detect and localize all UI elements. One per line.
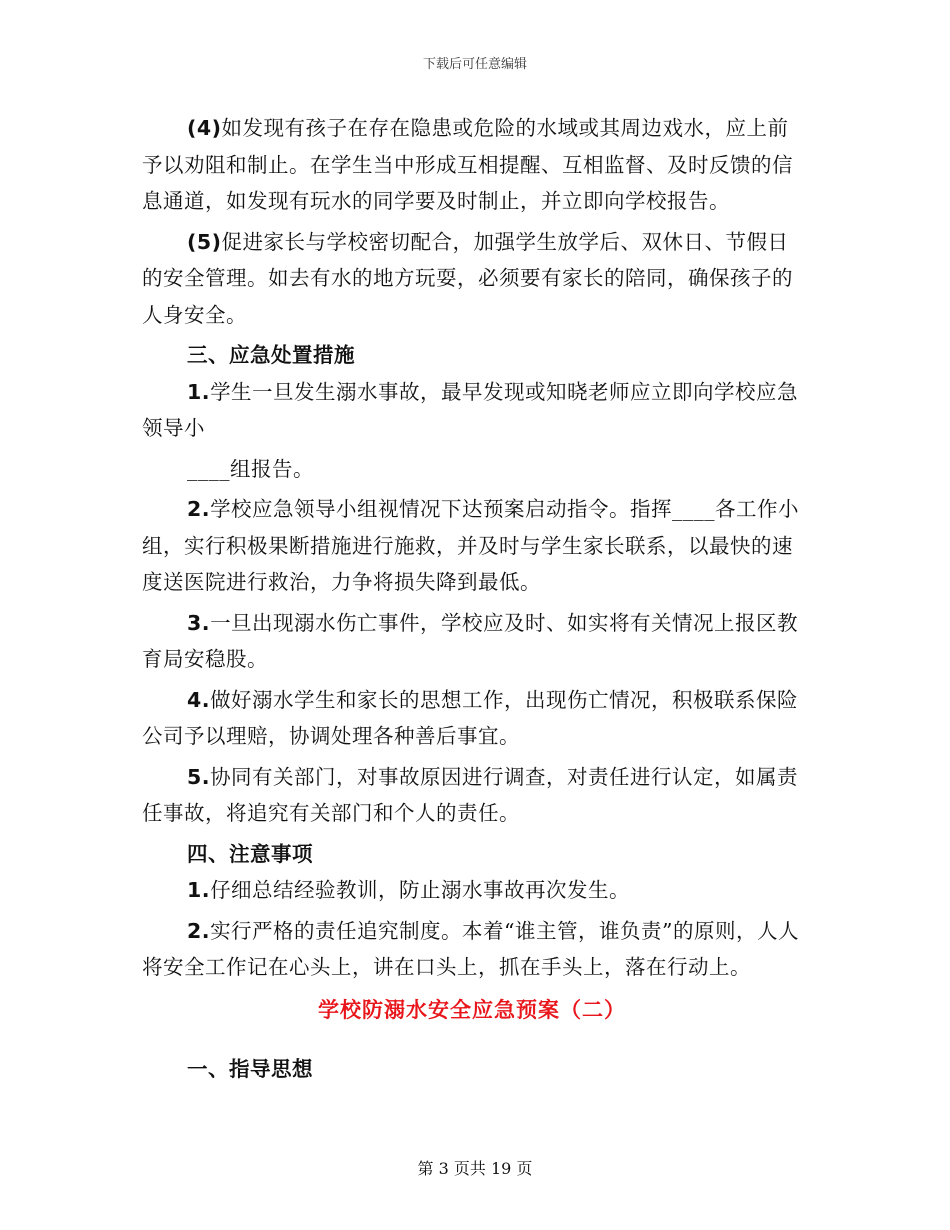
paragraph-note-1 <box>142 872 802 909</box>
paragraph-step-3 <box>142 605 802 678</box>
paragraph-text: 做好溺水学生和家长的思想工作，出现伤亡情况，积极联系保险公司予以理赔，协调处理各种善后事宜。 <box>142 687 799 748</box>
item-number: 2. <box>187 918 211 943</box>
section-heading-notes: 四、注意事项 <box>187 841 313 866</box>
paragraph-text: 实行严格的责任追究制度。本着“谁主管，谁负责”的原则，人人将安全工作记在心头上，讲在口头上，抓在手头上，落在行动上。 <box>142 918 800 979</box>
item-number: 2. <box>187 497 211 521</box>
paragraph-item-5 <box>142 224 802 334</box>
document-title-part-two: 学校防溺水安全应急预案（二） <box>318 996 626 1022</box>
item-number: 5. <box>187 764 211 789</box>
paragraph-note-2 <box>142 913 802 986</box>
paragraph-text: 促进家长与学校密切配合，加强学生放学后、双休日、节假日的安全管理。如去有水的地方玩耍，必须要有家长的陪同，确保孩子的人身安全。 <box>142 229 793 327</box>
item-number: 1. <box>187 878 211 902</box>
paragraph-text: 一旦出现溺水伤亡事件，学校应及时、如实将有关情况上报区教育局安稳股。 <box>142 610 799 671</box>
section-heading-emergency: 三、应急处置措施 <box>187 343 355 367</box>
paragraph-item-4 <box>142 110 802 220</box>
paragraph-text: 仔细总结经验教训，防止溺水事故再次发生。 <box>210 878 631 902</box>
paragraph-step-5 <box>142 759 802 832</box>
paragraph-text: 协同有关部门，对事故原因进行调查，对责任进行认定，如属责任事故，将追究有关部门和个人的责任。 <box>142 764 799 825</box>
paragraph-text: 学校应急领导小组视情况下达预案启动指令。指挥____各工作小组，实行积极果断措施进行施救，并及时与学生家长联系，以最快的速度送医院进行救治，力争将损失降到最低。 <box>142 497 800 594</box>
paragraph-text: 如发现有孩子在存在隐患或危险的水域或其周边戏水，应上前予以劝阻和制止。在学生当中形成互相提醒、互相监督、及时反馈的信息通道，如发现有玩水的同学要及时制止，并立即向学校报告。 <box>142 116 793 213</box>
page-header: 下载后可任意编辑 <box>422 57 527 72</box>
paragraph-step-4 <box>142 682 802 755</box>
item-number: (4) <box>187 116 222 140</box>
section-heading-guiding-thought: 一、指导思想 <box>187 1056 313 1081</box>
paragraph-step-1-continued: ____组报告。 <box>187 456 314 481</box>
document-body <box>142 110 802 1087</box>
paragraph-step-2 <box>142 491 802 601</box>
item-number: 3. <box>187 610 211 635</box>
item-number: (5) <box>187 229 222 254</box>
paragraph-step-1 <box>142 374 802 447</box>
page-footer: 第 3 页共 19 页 <box>417 1159 533 1178</box>
item-number: 4. <box>187 687 211 712</box>
paragraph-text: 学生一旦发生溺水事故，最早发现或知晓老师应立即向学校应急领导小 <box>142 379 799 440</box>
item-number: 1. <box>187 379 211 404</box>
